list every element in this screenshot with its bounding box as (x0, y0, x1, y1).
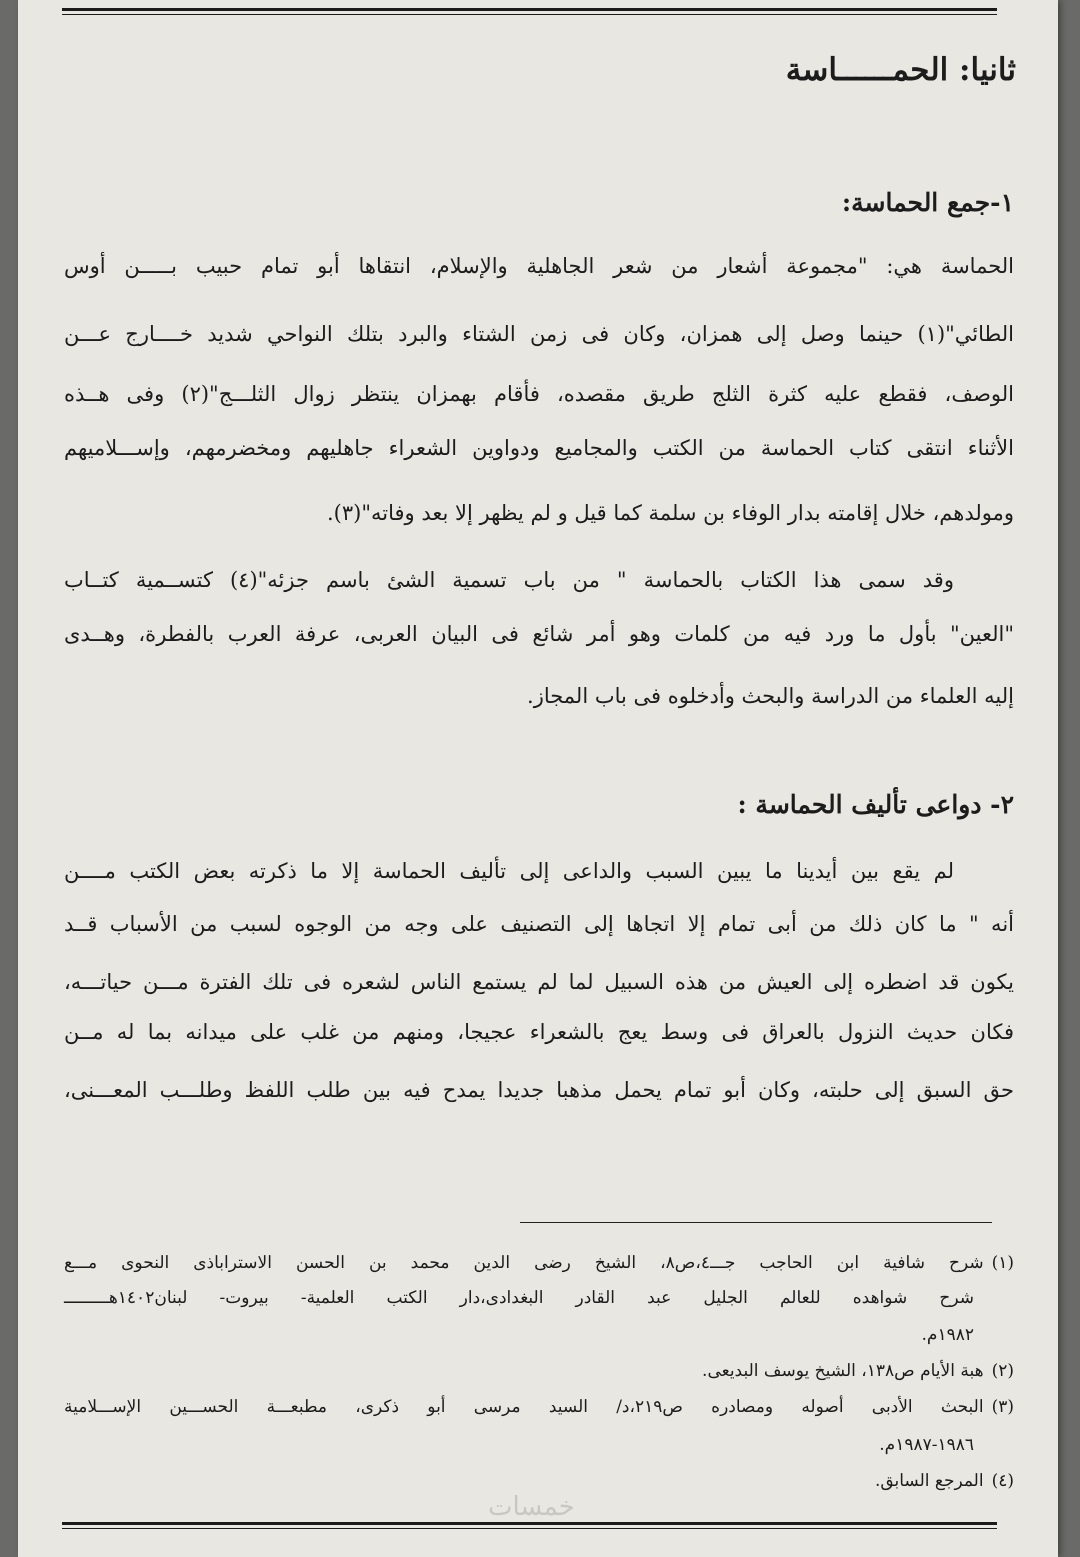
bottom-rule (62, 1522, 997, 1525)
top-rule (62, 8, 997, 11)
section-heading-motives: ٢- دواعى تأليف الحماسة : (737, 790, 1014, 819)
scanned-page (18, 0, 1058, 1557)
top-rule-thin (62, 14, 997, 15)
footnote-text: ١٩٨٦-١٩٨٧م. (879, 1435, 974, 1455)
watermark: خمسات (488, 1492, 575, 1522)
paragraph-line: ومولدهم، خلال إقامته بدار الوفاء بن سلمة كما قيل و لم يظهر إلا بعد وفاته"(٣). (326, 501, 1014, 525)
footnote-text: هبة الأيام ص١٣٨، الشيخ يوسف البديعى. (702, 1361, 984, 1381)
paragraph-line: أنه " ما كان ذلك من أبى تمام إلا اتجاها إلى التصنيف على وجه من الوجوه لسبب من الأسباب قــد (64, 912, 1014, 936)
footnote (64, 1250, 1014, 1276)
footnote-number: (٣) (991, 1397, 1014, 1417)
paragraph-line: الحماسة هي: "مجموعة أشعار من شعر الجاهلية والإسلام، انتقاها أبو تمام حبيب بـــــن أوس (64, 254, 1014, 278)
paragraph-line: إليه العلماء من الدراسة والبحث وأدخلوه فى باب المجاز. (527, 684, 1014, 708)
paragraph-line: وقد سمى هذا الكتاب بالحماسة " من باب تسمية الشئ باسم جزئه"(٤) كتســمية كتــاب (64, 568, 954, 592)
page-title: ثانيا: الحمــــــاسة (785, 52, 1016, 88)
footnote (64, 1322, 1014, 1348)
paragraph-line: يكون قد اضطره إلى العيش من هذه السبيل لما لم يستمع الناس لشعره فى تلك الفترة مـــن حياتـــه، (64, 970, 1014, 994)
footnote-divider (520, 1222, 992, 1223)
footnote (64, 1468, 1014, 1494)
footnote (64, 1358, 1014, 1384)
paragraph-line: "العين" بأول ما ورد فيه من كلمات وهو أمر شائع فى البيان العربى، عرفة العرب بالفطرة، وهــدى (64, 622, 1014, 646)
paragraph-line: لم يقع بين أيدينا ما يبين السبب والداعى إلى تأليف الحماسة إلا ما ذكرته بعض الكتب مــــن (64, 859, 954, 883)
paragraph-line: الوصف، فقطع عليه كثرة الثلج طريق مقصده، فأقام بهمزان ينتظر زوال الثلـــج"(٢) وفى هــذه (64, 382, 1014, 406)
footnote-number: (٢) (991, 1361, 1014, 1381)
footnote (64, 1285, 1014, 1311)
paragraph-line: الطائي"(١) حينما وصل إلى همزان، وكان فى زمن الشتاء والبرد بتلك النواحي شديد خــــارج عـــن (64, 322, 1014, 346)
footnote-number: (٤) (991, 1471, 1014, 1491)
section-heading-collection: ١-جمع الحماسة: (841, 188, 1014, 217)
paragraph-line: الأثناء انتقى كتاب الحماسة من الكتب والمجاميع ودواوين الشعراء جاهليهم ومخضرمهم، وإســـلاميهم (64, 436, 1014, 460)
footnote-text: شرح شافية ابن الحاجب جـــ٤،ص٨، الشيخ رضى الدين محمد بن الحسن الاستراباذى النحوى مـــع (64, 1253, 984, 1273)
footnote (64, 1394, 1014, 1420)
footnote-text: شرح شواهده للعالم الجليل عبد القادر البغدادى،دار الكتب العلمية- بيروت- لبنان١٤٠٢هـــــــــ (64, 1288, 974, 1308)
paragraph-line: فكان حديث النزول بالعراق فى وسط يعج بالشعراء عجيجا، ومنهم من غلب على ميدانه بما له مــن (64, 1020, 1014, 1044)
paragraph-line: حق السبق إلى حلبته، وكان أبو تمام يحمل مذهبا جديدا يمدح فيه بين طلب اللفظ وطلـــب المعـــنى، (64, 1078, 1014, 1102)
bottom-rule-thin (62, 1528, 997, 1529)
footnote (64, 1432, 1014, 1458)
footnote-number: (١) (991, 1253, 1014, 1273)
footnote-text: البحث الأدبى أصوله ومصادره ص٢١٩،د/ السيد مرسى أبو ذكرى، مطبعـــة الحســـين الإســـلامية (64, 1397, 984, 1417)
footnote-text: المرجع السابق. (874, 1471, 984, 1491)
footnote-text: ١٩٨٢م. (921, 1325, 974, 1345)
